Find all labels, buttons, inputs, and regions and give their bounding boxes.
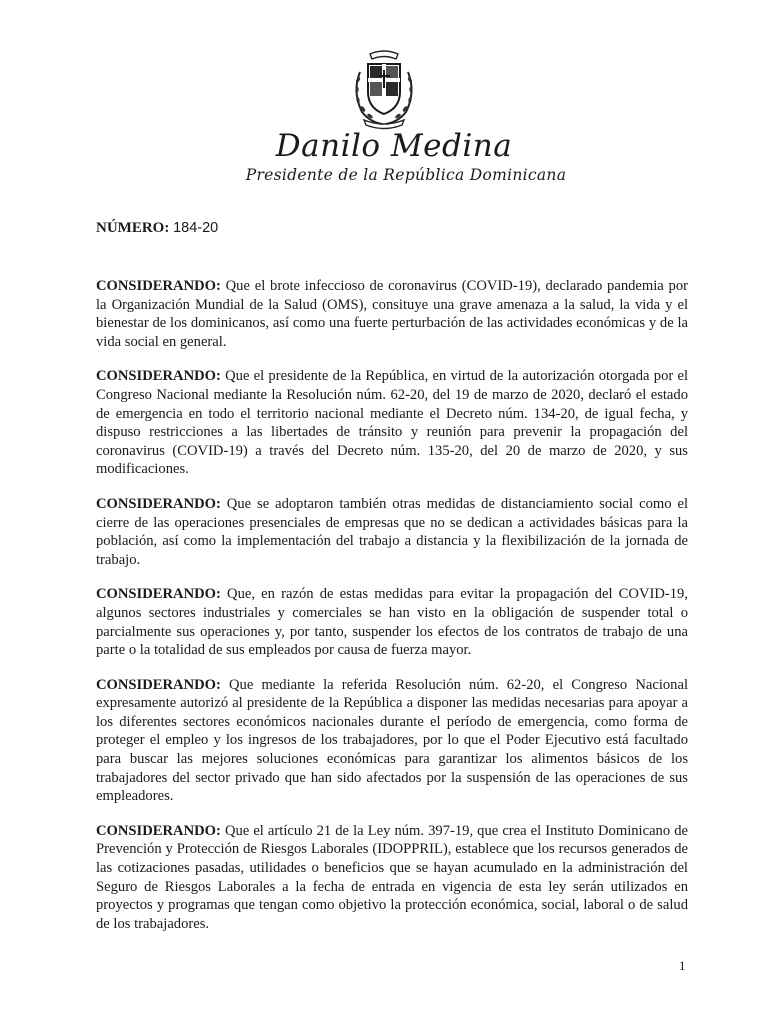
page-number: 1: [679, 958, 686, 973]
considerando-paragraph: [96, 585, 688, 659]
paragraph-text: Que, en razón de estas medidas para evitar la propagación del COVID-19, algunos sectores industriales y comerciales se han visto en la obligación de suspender total o parcialmente sus operaciones y, por tanto, suspender los efectos de los contratos de trabajo de una parte o la totalidad de sus empleados por causa de fuerza mayor.: [96, 586, 688, 659]
considerando-paragraph: [96, 495, 688, 569]
paragraph-text: Que el brote infeccioso de coronavirus (COVID-19), declarado pandemia por la Organización Mundial de la Salud (OMS), consituye una grave amenaza a la salud, la vida y el bienestar de los dominicanos, así como una fuerte perturbación de las actividades económicas y de la vida social en general.: [96, 278, 688, 350]
considerando-paragraph: [96, 367, 688, 479]
considerando-keyword: CONSIDERANDO:: [96, 368, 221, 385]
paragraph-text: Que mediante la referida Resolución núm. 62-20, el Congreso Nacional expresamente autorizó al presidente de la República a disponer las medidas necesarias para apoyar a los diferentes sectores económicos nacionales durante el período de emergencia, como forma de proteger el empleo y los ingresos de los trabajadores, por lo que el Poder Ejecutivo está facultado para buscar las mejores soluciones económicas para garantizar los alimentos básicos de los trabajadores del sector privado que han sido afectados por la suspensión de las operaciones de sus empleadores.: [96, 676, 688, 805]
paragraph-text: Que el presidente de la República, en virtud de la autorización otorgada por el Congreso Nacional mediante la Resolución núm. 62-20, del 19 de marzo de 2020, declaró el estado de emergencia en todo el territorio nacional mediante el Decreto núm. 134-20, de igual fecha, y dispuso restricciones a las libertades de tránsito y reunión para prevenir la propagación del coronavirus (COVID-19) a través del Decreto núm. 135-20, del 20 de marzo de 2020, y sus modificaciones.: [96, 368, 688, 478]
document-body: [96, 277, 688, 949]
paragraph-text: Que el artículo 21 de la Ley núm. 397-19, que crea el Instituto Dominicano de Prevención y Protección de Riesgos Laborales (IDOPPRIL), establece que los recursos generados de las cotizaciones pasadas, utilidades o beneficios que se hayan acumulado en la administración del Seguro de Riesgos Laborales a la fecha de entrada en vigencia de esta ley serán utilizados en proyectos y programas que tengan como objetivo la protección económica, social, laboral o de salud de los trabajadores.: [96, 822, 688, 932]
considerando-keyword: CONSIDERANDO:: [96, 495, 221, 512]
president-name: Danilo Medina: [275, 128, 513, 164]
considerando-paragraph: [96, 277, 688, 351]
paragraph-text: Que se adoptaron también otras medidas de distanciamiento social como el cierre de las operaciones presenciales de empresas que no se dedican a actividades básicas para la población, así como la implementación del trabajo a distancia y la flexibilización de la jornada de trabajo.: [96, 495, 688, 568]
decree-number: [96, 220, 218, 237]
considerando-keyword: CONSIDERANDO:: [96, 586, 221, 603]
considerando-paragraph: [96, 822, 688, 934]
considerando-paragraph: [96, 676, 688, 806]
considerando-keyword: CONSIDERANDO:: [96, 676, 221, 693]
decree-number-label: NÚMERO:: [96, 220, 170, 236]
coat-of-arms-icon: [348, 48, 420, 130]
decree-number-value: 184-20: [173, 220, 219, 236]
considerando-keyword: CONSIDERANDO:: [96, 278, 221, 294]
considerando-keyword: CONSIDERANDO:: [96, 822, 221, 839]
president-title: Presidente de la República Dominicana: [245, 166, 567, 184]
